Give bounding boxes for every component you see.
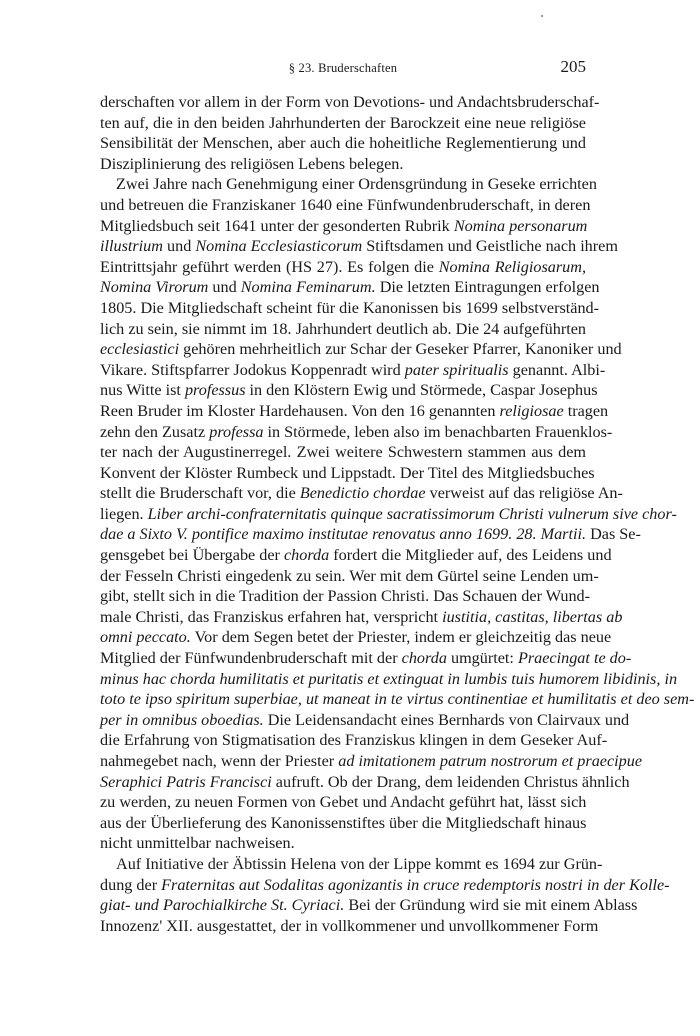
text-span: Das Se- [586,525,641,544]
italic-span: ecclesiastici [100,340,180,359]
italic-span: dae a Sixto V. pontifice maximo institutae renovatus anno 1699. 28. Martii. [100,525,587,544]
text-line [100,442,586,463]
running-header-title: § 23. Bruderschaften [288,61,398,75]
text-line [100,463,595,484]
text-line [100,174,597,195]
text-line [100,813,586,834]
text-span: 1805. Die Mitgliedschaft scheint für die Kanonissen bis 1699 selbstverständ- [100,298,600,317]
text-span: Bei der Gründung wird sie mit einem Ablass [344,896,638,915]
text-span: nus Witte ist [100,381,185,400]
text-line [100,545,612,566]
text-span: Eintrittsjahr geführt werden (HS 27). Es folgen die [100,257,439,276]
running-header [100,57,586,81]
text-line [100,854,603,875]
text-line [100,792,586,813]
text-line [100,607,623,628]
italic-span: omni peccato. [100,628,191,647]
text-line [100,566,599,587]
text-span: Mitglied der Fünfwundenbruderschaft mit der [100,649,402,668]
text-line [100,689,695,710]
italic-span: pater spiritualis [404,360,509,379]
text-line [100,133,586,154]
text-line [100,339,622,360]
text-line [100,154,586,175]
text-span: Vor dem Segen betet der Priester, indem er gleichzeitig das neue [190,628,612,647]
text-line [100,772,630,793]
italic-span: illustrium [100,237,163,256]
text-line [100,875,670,896]
text-line [100,257,586,278]
italic-span: professus [184,381,246,400]
text-span: Die Leidensandacht eines Bernhards von Clairvaux und [263,710,630,729]
text-span: und [208,278,241,297]
text-span: Stiftsdamen und Geistliche nach ihrem [362,237,618,256]
text-line [100,710,630,731]
italic-span: minus hac chorda humilitatis et puritatis et extinguat in lumbis tuis humorem libidinis, in [100,669,678,688]
italic-span: Nomina personarum [453,216,588,235]
text-span: derschaften vor allem in der Form von Devotions- und Andachtsbruderschaf- [100,93,600,111]
italic-span: iustitia, castitas, libertas ab [442,607,623,626]
text-span: gensgebet bei Übergabe der [100,546,284,565]
italic-span: per in omnibus oboedias. [100,710,264,729]
text-line [100,195,591,216]
text-line [100,586,591,607]
text-span: nahmegebet nach, wenn der Priester [100,752,339,770]
text-line [100,113,586,134]
text-line [100,524,641,545]
text-span: in den Klöstern Ewig und Störmede, Caspar Josephus [245,381,598,400]
text-span: Mitgliedsbuch seit 1641 unter der gesonderten Rubrik [100,216,454,235]
text-span: Innozenz' XII. ausgestattet, der in vollkommener und unvollkommener Form [100,916,599,935]
text-span: gibt, stellt sich in die Tradition der Passion Christi. Das Schauen der Wund- [100,587,591,606]
italic-span: ad imitationem patrum nostrorum et praecipue [338,752,643,770]
italic-span: chorda [401,649,447,668]
italic-span: Liber archi-confraternitatis quinque sacratissimorum Christi vulnerum sive chor- [147,504,677,523]
text-span: lich zu sein, sie nimmt im 18. Jahrhundert deutlich ab. Die 24 aufgeführten [100,319,586,338]
text-span: und [162,237,196,256]
text-span: nicht unmittelbar nachweisen. [100,834,295,853]
text-span: zehn den Zusatz [100,422,210,441]
text-line [100,298,600,319]
body-text [100,92,695,936]
text-span: fordert die Mitglieder auf, des Leidens und [329,546,612,565]
italic-span: Praecingat te do- [517,649,632,668]
text-span: liegen. [100,504,148,523]
scan-speck [541,15,543,17]
text-span: aus der Überlieferung des Kanonissenstiftes über die Mitgliedschaft hinaus [100,813,587,832]
text-line [100,833,586,854]
text-span: tragen [563,401,609,420]
text-line [100,401,609,422]
text-line [100,627,612,648]
text-line [100,504,677,525]
page-number: 205 [560,57,586,76]
italic-span: toto te ipso spiritum superbiae, ut maneat in te virtus continentiae et humilitatis et deo sem- [100,690,695,709]
text-line [100,319,586,340]
text-line [100,92,600,113]
text-span: ter nach der Augustinerregel. Zwei weitere Schwestern stammen aus dem [100,443,586,462]
text-span: zu werden, zu neuen Formen von Gebet und Andacht geführt hat, lässt sich [100,793,587,812]
text-line [100,380,598,401]
text-line [100,422,613,443]
text-line [100,277,600,298]
italic-span: Seraphici Patris Francisci [100,772,272,791]
italic-span: religiosae [499,401,564,420]
text-line [100,895,638,916]
text-line [100,236,618,257]
text-span: stellt die Bruderschaft vor, die [100,484,300,503]
text-span: genannt. Albi- [508,360,606,379]
text-line [100,648,632,669]
text-span: umgürtet: [446,649,518,668]
text-line [100,360,606,381]
text-span: der Fesseln Christi eingedenk zu sein. Wer mit dem Gürtel seine Lenden um- [100,566,599,585]
italic-span: chorda [283,546,330,565]
italic-span: Nomina Feminarum. [240,278,376,297]
text-span: die Erfahrung von Stigmatisation des Franziskus klingen in dem Geseker Auf- [100,731,608,750]
text-span: Auf Initiative der Äbtissin Helena von der Lippe kommt es 1694 zur Grün- [116,854,603,873]
text-line [100,751,643,772]
italic-span: Nomina Ecclesiasticorum [195,237,363,256]
text-span: dung der [100,875,162,894]
italic-span: Benedictio chordae [299,484,426,503]
italic-span: giat- und Parochialkirche St. Cyriaci. [100,896,345,915]
text-span: Zwei Jahre nach Genehmigung einer Ordensgründung in Geseke errichten [116,175,597,194]
text-line [100,730,608,751]
text-span: male Christi, das Franziskus erfahren hat, verspricht [100,607,443,626]
text-span: Sensibilität der Menschen, aber auch die hoheitliche Reglementierung und [100,134,586,153]
text-span: Reen Bruder im Kloster Hardehausen. Von den 16 genannten [100,401,500,420]
text-span: ten auf, die in den beiden Jahrhunderten der Barockzeit eine neue religiöse [100,113,586,132]
italic-span: Fraternitas aut Sodalitas agonizantis in cruce redemptoris nostri in der Kolle- [161,875,670,894]
text-line [100,216,586,237]
italic-span: Nomina Virorum [100,278,209,297]
text-span: aufruft. Ob der Drang, dem leidenden Christus ähnlich [271,772,630,791]
italic-span: Nomina Religiosarum, [438,257,587,276]
text-line [100,916,599,937]
text-span: verweist auf das religiöse An- [425,484,623,503]
text-line [100,669,678,690]
text-span: Konvent der Klöster Rumbeck und Lippstadt. Der Titel des Mitgliedsbuches [100,463,595,482]
text-span: Disziplinierung des religiösen Lebens belegen. [100,154,404,173]
italic-span: professa [209,422,264,441]
text-span: Vikare. Stiftspfarrer Jodokus Koppenradt wird [100,360,405,379]
text-span: in Störmede, leben also im benachbarten Frauenklos- [263,422,613,441]
text-span: gehören mehrheitlich zur Schar der Geseker Pfarrer, Kanoniker und [179,340,622,359]
text-span: Die letzten Eintragungen erfolgen [375,278,600,297]
text-line [100,483,623,504]
text-span: und betreuen die Franziskaner 1640 eine Fünfwundenbruderschaft, in deren [100,195,591,214]
